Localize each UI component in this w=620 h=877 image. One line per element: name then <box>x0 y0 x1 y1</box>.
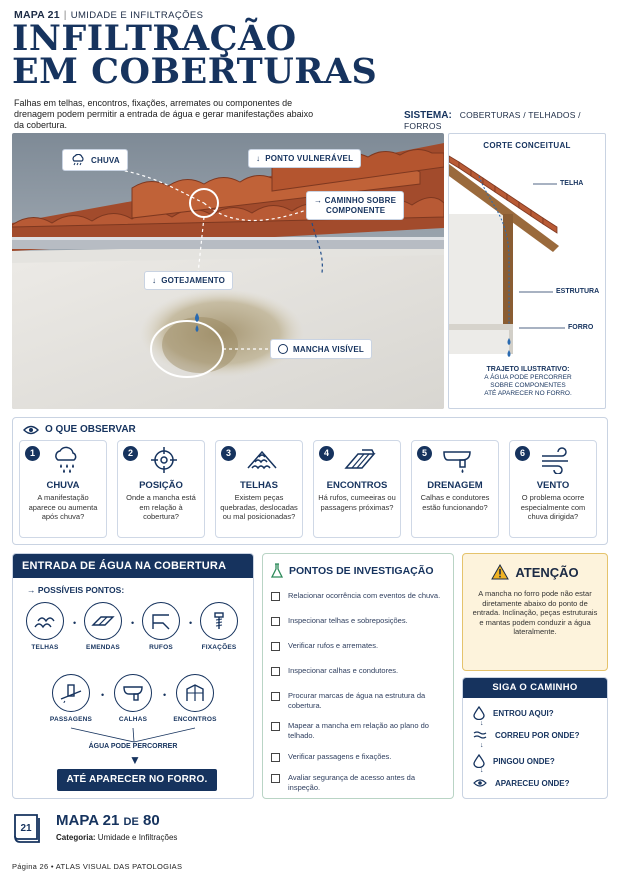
checklist-item <box>271 691 449 710</box>
footer-page-line: Página 26 • ATLAS VISUAL DAS PATOLOGIAS <box>12 862 183 871</box>
warning-icon <box>491 564 509 580</box>
gutter-icon <box>442 446 474 474</box>
callout-mancha-label: MANCHA VISÍVEL <box>293 344 364 354</box>
checkbox[interactable] <box>271 774 280 783</box>
entrada-title: ENTRADA DE ÁGUA NA COBERTURA <box>13 554 253 578</box>
card-desc: Calhas e condutores estão funcionando? <box>420 493 490 512</box>
point-label: CALHAS <box>118 716 148 723</box>
siga-step-text: APARECEU ONDE? <box>495 778 570 788</box>
footer-cat-label: Categoria: <box>56 833 96 842</box>
card-number: 4 <box>319 446 334 461</box>
page-title <box>12 18 378 92</box>
crosshair-icon <box>148 446 180 474</box>
arrow-right-icon: → <box>27 585 38 595</box>
point-fixacoes <box>197 602 241 651</box>
point-label: TELHAS <box>31 644 59 651</box>
label-forro: FORRO <box>568 324 594 331</box>
callout-gotejamento <box>144 271 233 290</box>
title-line-2: EM COBERTURAS <box>12 51 378 92</box>
category-label: UMIDADE E INFILTRAÇÕES <box>70 10 204 21</box>
observe-card-chuva <box>19 440 107 538</box>
entrada-section <box>12 553 254 799</box>
roof-tiles-icon <box>246 446 278 474</box>
callout-caminho-l2: COMPONENTE <box>326 206 386 215</box>
callout-gotejamento-label: GOTEJAMENTO <box>161 276 226 285</box>
roof-illustration <box>12 133 444 409</box>
observe-card-encontros <box>313 440 401 538</box>
checkbox[interactable] <box>271 722 280 731</box>
point-passagens <box>49 674 93 723</box>
card-title: POSIÇÃO <box>139 480 183 491</box>
wall-junction-icon <box>183 683 207 703</box>
sistema-line <box>404 110 620 132</box>
flask-icon <box>271 563 283 579</box>
checklist-text: Inspecionar calhas e condutores. <box>288 666 399 675</box>
pontos-heading <box>271 563 434 579</box>
point-rufos <box>139 602 183 651</box>
card-title: DRENAGEM <box>427 480 483 491</box>
checklist-text: Procurar marcas de água na estrutura da cobertura. <box>288 691 426 710</box>
card-desc: Existem peças quebradas, deslocadas ou mal posicionadas? <box>220 493 298 521</box>
point-label: PASSAGENS <box>49 716 93 723</box>
atencao-title: ATENÇÃO <box>515 564 579 580</box>
point-encontros <box>173 674 217 723</box>
sistema-value: COBERTURAS / TELHADOS / FORROS <box>404 110 581 131</box>
dot-separator: • <box>163 690 167 700</box>
arrow-down-icon: ↓ <box>152 276 157 285</box>
observe-card-posicao <box>117 440 205 538</box>
checklist-item <box>271 591 449 601</box>
point-calhas <box>111 674 155 723</box>
checklist-text: Avaliar segurança de acesso antes da inspeção. <box>288 773 416 792</box>
card-desc: Onde a mancha está em relação à cobertura? <box>126 493 196 521</box>
atencao-text: A mancha no forro pode não estar diretamente abaixo do ponto de entrada. Inclinação, peças estruturais e mantas podem conduzir a água lateralmente. <box>472 589 598 636</box>
observe-card-telhas <box>215 440 303 538</box>
concept-section-panel <box>448 133 606 409</box>
checklist-text: Verificar passagens e fixações. <box>288 752 392 761</box>
siga-step-text: ENTROU AQUI? <box>493 708 554 718</box>
point-label: FIXAÇÕES <box>201 644 237 651</box>
checklist-text: Mapear a mancha em relação ao plano do telhado. <box>288 721 429 740</box>
checklist-text: Inspecionar telhas e sobreposições. <box>288 616 408 625</box>
card-desc: O problema ocorre especialmente com chuva dirigida? <box>520 493 586 521</box>
circle-icon <box>278 344 288 354</box>
atencao-box <box>462 553 608 671</box>
observe-title: O QUE OBSERVAR <box>45 424 136 435</box>
siga-step <box>473 778 570 788</box>
callout-caminho <box>306 191 404 220</box>
observe-section <box>12 417 608 545</box>
atencao-heading <box>463 564 607 580</box>
card-title: TELHAS <box>240 480 278 491</box>
pontos-title: PONTOS DE INVESTIGAÇÃO <box>289 565 434 577</box>
observe-card-vento <box>509 440 597 538</box>
map-header-line: MAPA 21 | UMIDADE E INFILTRAÇÕES <box>14 9 204 21</box>
title-line-1: INFILTRAÇÃO <box>12 18 297 59</box>
checkbox[interactable] <box>271 592 280 601</box>
checklist-item <box>271 616 449 626</box>
checklist-text: Verificar rufos e arremates. <box>288 641 379 650</box>
checkbox[interactable] <box>271 667 280 676</box>
callout-mancha <box>270 339 372 359</box>
section-diagram <box>449 154 606 384</box>
callout-ponto-vulneravel <box>248 149 361 168</box>
joint-icon <box>91 611 115 631</box>
siga-title: SIGA O CAMINHO <box>463 678 607 698</box>
checkbox[interactable] <box>271 642 280 651</box>
rain-cloud-icon <box>70 154 86 166</box>
possiveis-label: POSSÍVEIS PONTOS: <box>37 585 125 595</box>
atlas-title: ATLAS VISUAL DAS PATOLOGIAS <box>55 862 183 871</box>
trajeto-line-3: ATÉ APARECER NO FORRO. <box>484 390 572 397</box>
siga-step <box>473 754 555 768</box>
siga-step <box>473 730 579 740</box>
drop-icon <box>473 754 485 768</box>
book-number: 21 <box>20 823 32 834</box>
page-number: Página 26 <box>12 862 49 871</box>
card-number: 6 <box>515 446 530 461</box>
footer-category <box>56 833 177 842</box>
card-desc: A manifestação aparece ou aumenta após chuva? <box>28 493 98 521</box>
trajeto-line-2: SOBRE COMPONENTES <box>490 382 566 389</box>
checklist-item <box>271 721 449 740</box>
callout-ponto-label: PONTO VULNERÁVEL <box>265 154 354 163</box>
flashing-icon <box>149 611 173 631</box>
siga-box <box>462 677 608 799</box>
arrow-down-icon: ↓ <box>480 767 484 774</box>
subtitle: Falhas em telhas, encontros, fixações, arremates ou componentes de drenagem podem permitir a entrada de água e gerar manifestações abaixo da cobertura. <box>14 98 314 130</box>
card-number: 2 <box>123 446 138 461</box>
callout-chuva <box>62 149 128 171</box>
siga-step-text: CORREU POR ONDE? <box>495 730 580 740</box>
trajeto-title: TRAJETO ILUSTRATIVO: <box>486 366 570 373</box>
checklist-text: Relacionar ocorrência com eventos de chuva. <box>288 591 441 600</box>
eye-icon <box>23 425 39 435</box>
eye-icon <box>473 778 487 788</box>
siga-step <box>473 706 554 720</box>
card-title: CHUVA <box>46 480 80 491</box>
trajeto-line-1: A ÁGUA PODE PERCORRER <box>484 374 572 381</box>
pipe-passage-icon <box>59 683 83 703</box>
label-telha: TELHA <box>560 180 584 187</box>
ate-aparecer-banner: ATÉ APARECER NO FORRO. <box>57 769 217 791</box>
trajeto-note <box>457 366 599 398</box>
sistema-label: SISTEMA: <box>404 110 452 121</box>
point-label: RUFOS <box>149 644 173 651</box>
possiveis-pontos-heading <box>27 585 124 595</box>
card-desc: Há rufos, cumeeiras ou passagens próximas? <box>318 493 396 512</box>
arrow-right-icon: → <box>314 196 325 205</box>
checklist-item <box>271 773 449 792</box>
card-number: 5 <box>417 446 432 461</box>
dot-separator: • <box>189 618 193 628</box>
wind-icon <box>540 446 572 474</box>
card-title: VENTO <box>536 480 570 491</box>
label-estrutura: ESTRUTURA <box>556 288 600 295</box>
rain-cloud-icon <box>50 446 82 474</box>
pontos-section <box>262 553 454 799</box>
dot-separator: • <box>101 690 105 700</box>
point-telhas <box>23 602 67 651</box>
checkbox[interactable] <box>271 692 280 701</box>
checklist-item <box>271 666 449 676</box>
footer-cat-value: Umidade e Infiltrações <box>97 833 178 842</box>
callout-caminho-l1: CAMINHO SOBRE <box>324 196 397 205</box>
callout-chuva-label: CHUVA <box>91 155 120 165</box>
footer-map-total: 80 <box>142 812 160 829</box>
arrow-down-icon: ↓ <box>256 154 261 163</box>
siga-step-text: PINGOU ONDE? <box>493 756 555 766</box>
arrow-down-icon: ▼ <box>129 753 141 767</box>
gutter-icon <box>121 683 145 703</box>
checklist-item <box>271 641 449 651</box>
observe-card-drenagem <box>411 440 499 538</box>
concept-title: CORTE CONCEITUAL <box>483 141 571 150</box>
point-label: ENCONTROS <box>173 716 217 723</box>
checkbox[interactable] <box>271 753 280 762</box>
checklist-item <box>271 752 449 762</box>
point-label: EMENDAS <box>86 644 120 651</box>
footer-map-prefix: MAPA 21 <box>56 812 120 829</box>
footer-map-count <box>56 812 160 829</box>
screw-icon <box>207 611 231 631</box>
checkbox[interactable] <box>271 617 280 626</box>
point-emendas <box>81 602 125 651</box>
drop-icon <box>473 706 485 720</box>
map-label: MAPA 21 <box>14 9 60 21</box>
agua-pode-percorrer: ÁGUA PODE PERCORRER <box>88 743 178 750</box>
card-title: ENCONTROS <box>326 480 388 491</box>
converging-lines <box>13 726 254 756</box>
card-number: 3 <box>221 446 236 461</box>
roof-tiles-icon <box>33 611 57 631</box>
dot-separator: • <box>131 618 135 628</box>
dot-separator: • <box>73 618 77 628</box>
arrow-down-icon: ↓ <box>480 720 484 727</box>
book-icon <box>12 812 42 844</box>
footer-map-de: DE <box>123 816 139 828</box>
water-flow-icon <box>473 730 487 740</box>
arrow-down-icon: ↓ <box>480 742 484 749</box>
observe-heading <box>23 424 136 435</box>
flashing-icon <box>344 446 376 474</box>
card-number: 1 <box>25 446 40 461</box>
